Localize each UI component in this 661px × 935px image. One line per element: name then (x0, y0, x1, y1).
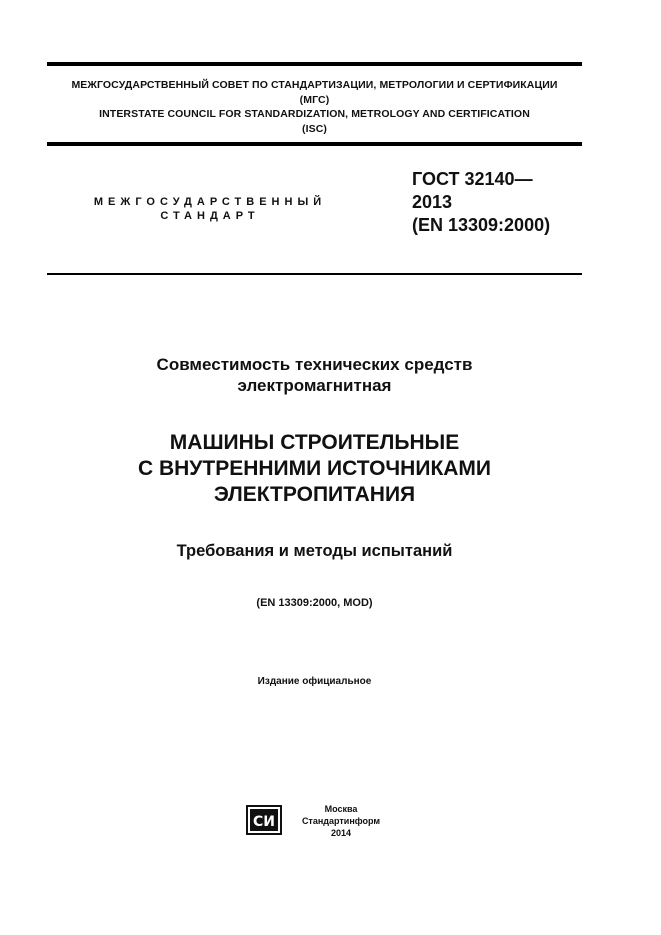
logo-text: СИ (253, 814, 275, 830)
publisher-year: 2014 (330, 828, 352, 838)
council-name-en: INTERSTATE COUNCIL FOR STANDARDIZATION, METROLOGY AND CERTIFICATION (99, 108, 530, 120)
top-rule (47, 62, 582, 66)
title-line2: С ВНУТРЕННИМИ ИСТОЧНИКАМИ (137, 457, 492, 480)
harmonization-note: (EN 13309:2000, MOD) (256, 597, 373, 609)
standard-type-line1: МЕЖГОСУДАРСТВЕННЫЙ (93, 196, 327, 208)
title-line1: МАШИНЫ СТРОИТЕЛЬНЫЕ (169, 431, 460, 454)
standard-designation (412, 168, 550, 237)
standard-type (60, 195, 360, 223)
standartinform-logo-icon (246, 805, 282, 835)
document-subtitle (47, 354, 582, 396)
subtitle-line2: электромагнитная (237, 376, 392, 395)
publisher-name: Стандартинформ (301, 816, 381, 826)
edition-note: Издание официальное (257, 676, 372, 687)
designation-year: 2013 (412, 192, 453, 212)
designation-number: ГОСТ 32140— (412, 169, 533, 189)
standard-type-line2: СТАНДАРТ (160, 210, 260, 222)
publisher-block (296, 803, 386, 839)
subtitle-line1: Совместимость технических средств (156, 355, 473, 374)
council-abbr-ru: (МГС) (299, 93, 330, 106)
header-divider (47, 142, 582, 146)
publisher-city: Москва (324, 804, 358, 814)
council-block (47, 78, 582, 136)
council-abbr-en: (ISC) (302, 122, 327, 135)
document-title (47, 430, 582, 508)
requirements-subtitle: Требования и методы испытаний (176, 542, 453, 560)
designation-divider (47, 273, 582, 275)
title-line3: ЭЛЕКТРОПИТАНИЯ (213, 483, 416, 506)
designation-en-reference: (EN 13309:2000) (412, 215, 551, 235)
council-name-ru: МЕЖГОСУДАРСТВЕННЫЙ СОВЕТ ПО СТАНДАРТИЗАЦИИ, МЕТРОЛОГИИ И СЕРТИФИКАЦИИ (71, 79, 558, 91)
